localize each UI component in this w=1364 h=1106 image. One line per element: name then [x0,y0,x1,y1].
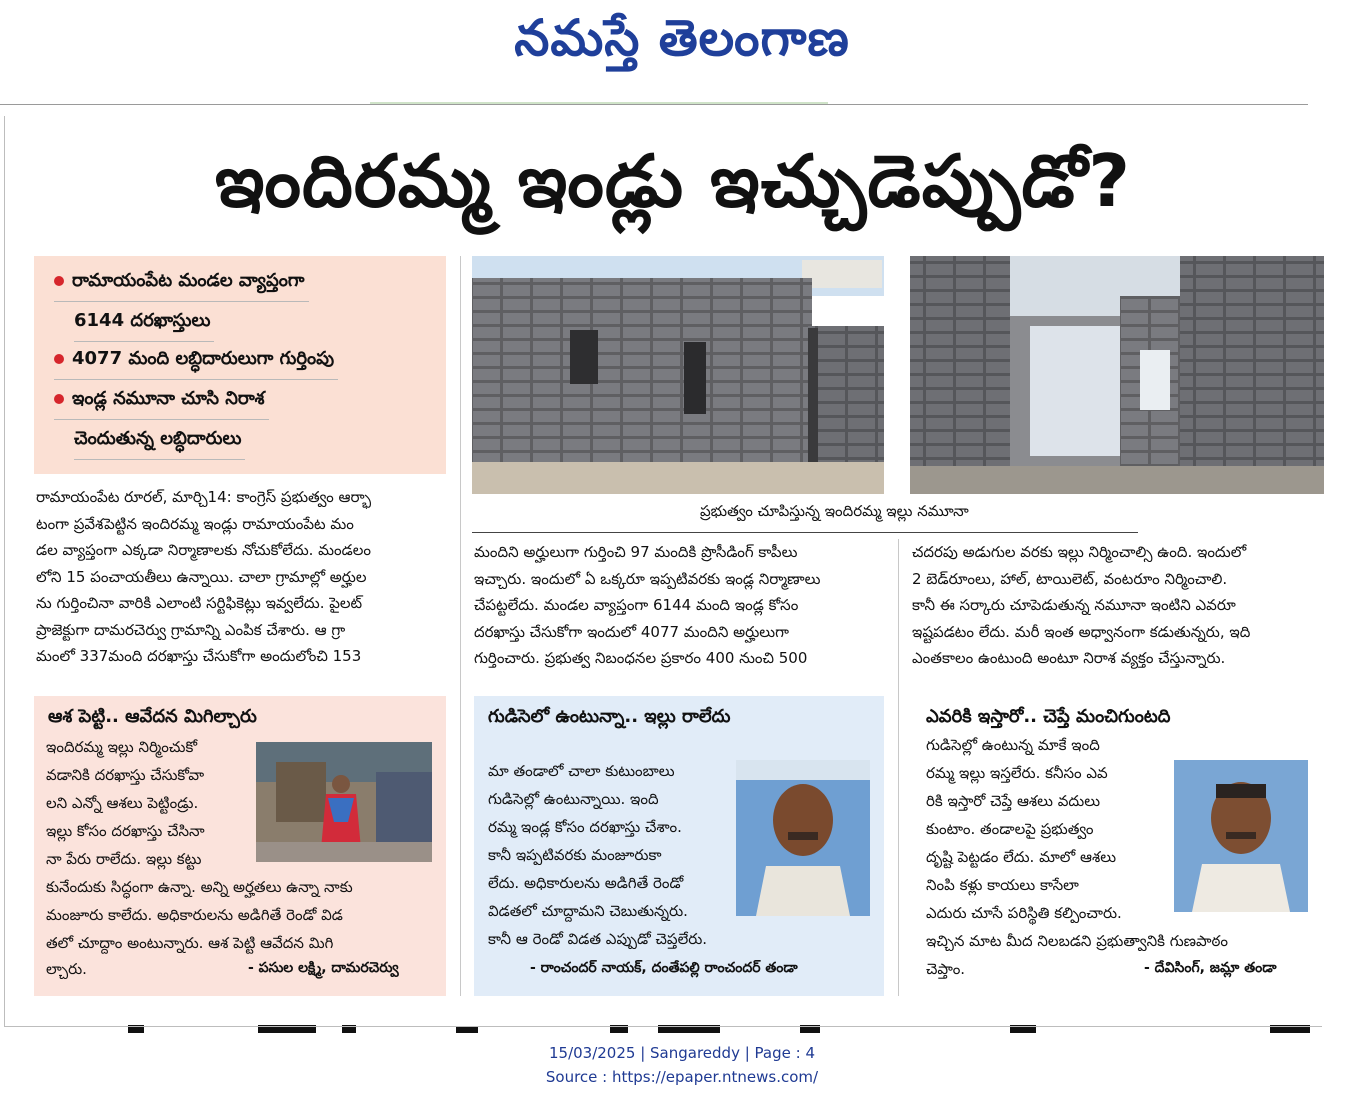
article-line: గుర్తించారు. ప్రభుత్వ నిబంధనల ప్రకారం 400 నుంచి 500 [474,649,808,667]
quote-box-2 [474,696,884,996]
quote-line: చెప్తాం. [926,960,966,978]
article-line: 2 బెడ్‌రూంలు, హాల్, టాయిలెట్, వంటరూం నిర్మించాలి. [912,569,1228,588]
quote-line: కానీ ఆ రెండో విడత ఎప్పుడో చెప్తలేరు. [488,930,708,948]
article-column-3 [912,539,1324,672]
quote-credit: - దేవిసింగ్, జమ్లా తండా [1144,960,1277,976]
quote-line: గుడిసెల్లో ఉంటున్నాయి. ఇంది [488,790,659,808]
bullet-icon [54,276,64,286]
article-line: మందిని అర్హులుగా గుర్తించి 97 మందికి ప్రొసీడింగ్ కాపీలు [474,543,798,561]
column-divider [460,256,461,996]
quote-line: వడానికి దరఖాస్తు చేసుకోవా [46,766,205,784]
highlight-item: ఇండ్ల నమూనా చూసి నిరాశ [54,384,269,420]
photo-caption: ప్రభుత్వం చూపిస్తున్న ఇందిరమ్మ ఇల్లు నమూనా [700,502,969,520]
quote-line: విడతలో చూద్దామని చెబుతున్నరు. [488,902,688,920]
quote-line: ఇచ్చిన మాట మీద నిలబడని ప్రభుత్వానికి గుణపాఠం [926,932,1229,950]
footer-date-line: 15/03/2025 | Sangareddy | Page : 4 [548,1044,815,1062]
article-line: ప్రాజెక్టుగా దామరచెర్వు గ్రామాన్ని ఎంపిక చేశారు. ఆ గ్రా [36,620,346,639]
woman-photo [256,742,432,862]
footer-source-line: Source : https://epaper.ntnews.com/ [545,1068,819,1086]
quote-line: గుడిసెల్లో ఉంటున్న మాకే ఇంది [926,736,1100,754]
article-line: లోని 15 పంచాయతీలు ఉన్నాయి. చాలా గ్రామాల్లో అర్హుల [36,567,367,586]
page-bottom-rule [4,1026,1322,1027]
article-line: ఇచ్చారు. ఇందులో ఏ ఒక్కరూ ఇప్పటివరకు ఇండ్ల నిర్మాణాలు [474,569,821,588]
quote-line: కునేందుకు సిద్ధంగా ఉన్నా. అన్ని అర్హతలు ఉన్నా నాకు [46,878,353,896]
article-line: మంలో 337మంది దరఖాస్తు చేసుకోగా అందులోంచి 153 [36,647,362,665]
caption-rule [472,532,1138,533]
masthead-rule [0,104,1308,105]
quote-line: రికి ఇస్తారో చెప్తే ఆశలు వదులు [926,792,1101,810]
quote-line: ల్చారు. [46,960,87,978]
article-line: చేపట్టలేదు. మండల వ్యాప్తంగా 6144 మంది ఇండ్ల కోసం [474,596,799,614]
article-headline: ఇందిరమ్మ ఇండ్లు ఇచ్చుడెప్పుడో? [214,139,1132,223]
highlight-item: రామాయంపేట మండల వ్యాప్తంగా [54,266,309,302]
quote-box-title: ఆశ పెట్టి.. ఆవేదన మిగిల్చారు [48,706,257,727]
quote-line: ఎదురు చూసే పరిస్థితి కల్పించారు. [926,904,1122,922]
quote-box-title: ఎవరికి ఇస్తారో.. చెప్తే మంచిగుంటది [926,706,1171,727]
quote-line: కానీ ఇప్పటివరకు మంజూరుకా [488,846,662,864]
quote-line: ఇందిరమ్మ ఇల్లు నిర్మించుకో [46,738,198,756]
quote-box-3 [912,696,1322,996]
column-divider [898,539,899,996]
article-line: ఎంతకాలం ఉంటుంది అంటూ నిరాశ వ్యక్తం చేస్తున్నారు. [912,649,1226,667]
article-line: డల వ్యాప్తంగా ఎక్కడా నిర్మాణాలకు నోచుకోలేదు. మండలం [36,541,371,559]
quote-line: ఇల్లు కోసం దరఖాస్తు చేసినా [46,822,205,840]
bullet-icon [54,354,64,364]
man-photo-1 [736,760,870,916]
house-photo-interior [910,256,1324,494]
highlight-item-continued: చెందుతున్న లబ్ధిదారులు [74,424,245,460]
quote-line: లని ఎన్నో ఆశలు పెట్టిండ్రు. [46,794,199,812]
masthead [0,0,1364,100]
quote-line: కుంటాం. తండాలపై ప్రభుత్వం [926,820,1094,838]
quote-line: నింపి కళ్లు కాయలు కాసేలా [926,876,1079,894]
article-column-1 [36,484,446,670]
article-line: ఇష్టపడటం లేదు. మరీ ఇంత అధ్వానంగా కడుతున్నరు, ఇది [912,622,1251,641]
article-line: ను గుర్తించినా వారికి ఎలాంటి సర్టిఫికెట్లు ఇవ్వలేదు. పైలట్ [36,594,363,612]
quote-credit: - రాంచందర్ నాయక్, దంతేపల్లి రాంచందర్ తండా [530,960,798,976]
article-column-2 [474,539,886,672]
bullet-icon [54,394,64,404]
quote-line: మా తండాలో చాలా కుటుంబాలు [488,762,675,780]
article-line: చదరపు అడుగుల వరకు ఇల్లు నిర్మించాల్సి ఉంది. ఇందులో [912,543,1247,561]
highlight-item: 4077 మంది లబ్ధిదారులుగా గుర్తింపు [54,344,338,380]
quote-box-title: గుడిసెలో ఉంటున్నా.. ఇల్లు రాలేదు [488,706,731,727]
quote-credit: - పసుల లక్ష్మి, దామరచెర్వు [248,960,399,976]
article-line: టంగా ప్రవేశపెట్టిన ఇందిరమ్మ ఇండ్లు రామాయంపేట మం [36,514,354,533]
newspaper-logo: నమస్తే తెలంగాణ [514,8,850,67]
quote-line: దృష్టి పెట్టడం లేదు. మాలో ఆశలు [926,848,1117,866]
article-line: దరఖాస్తు చేసుకోగా ఇందులో 4077 మందిని అర్హులుగా [474,622,789,641]
quote-line: రమ్మ ఇల్లు ఇస్తలేరు. కనీసం ఎవ [926,764,1108,782]
highlights-box [34,256,446,474]
quote-box-1 [34,696,446,996]
house-photo-front [472,256,884,494]
article-line: కానీ ఈ సర్కారు చూపెడుతున్న నమూనా ఇంటిని ఎవరూ [912,596,1236,614]
quote-line: రమ్మ ఇండ్ల కోసం దరఖాస్తు చేశాం. [488,818,682,836]
quote-line: తలో చూద్దాం అంటున్నారు. ఆశ పెట్టి ఆవేదన మిగి [46,934,334,952]
quote-line: మంజూరు కాలేదు. అధికారులను అడిగితే రెండో విడ [46,906,343,924]
quote-line: లేదు. అధికారులను అడిగితే రెండో [488,874,684,892]
man-photo-2 [1174,760,1308,912]
highlight-item-continued: 6144 దరఖాస్తులు [74,306,214,342]
quote-line: నా పేరు రాలేదు. ఇల్లు కట్టు [46,850,202,868]
article-line: రామాయంపేట రూరల్, మార్చి14: కాంగ్రెస్ ప్రభుత్వం ఆర్భా [36,488,372,506]
